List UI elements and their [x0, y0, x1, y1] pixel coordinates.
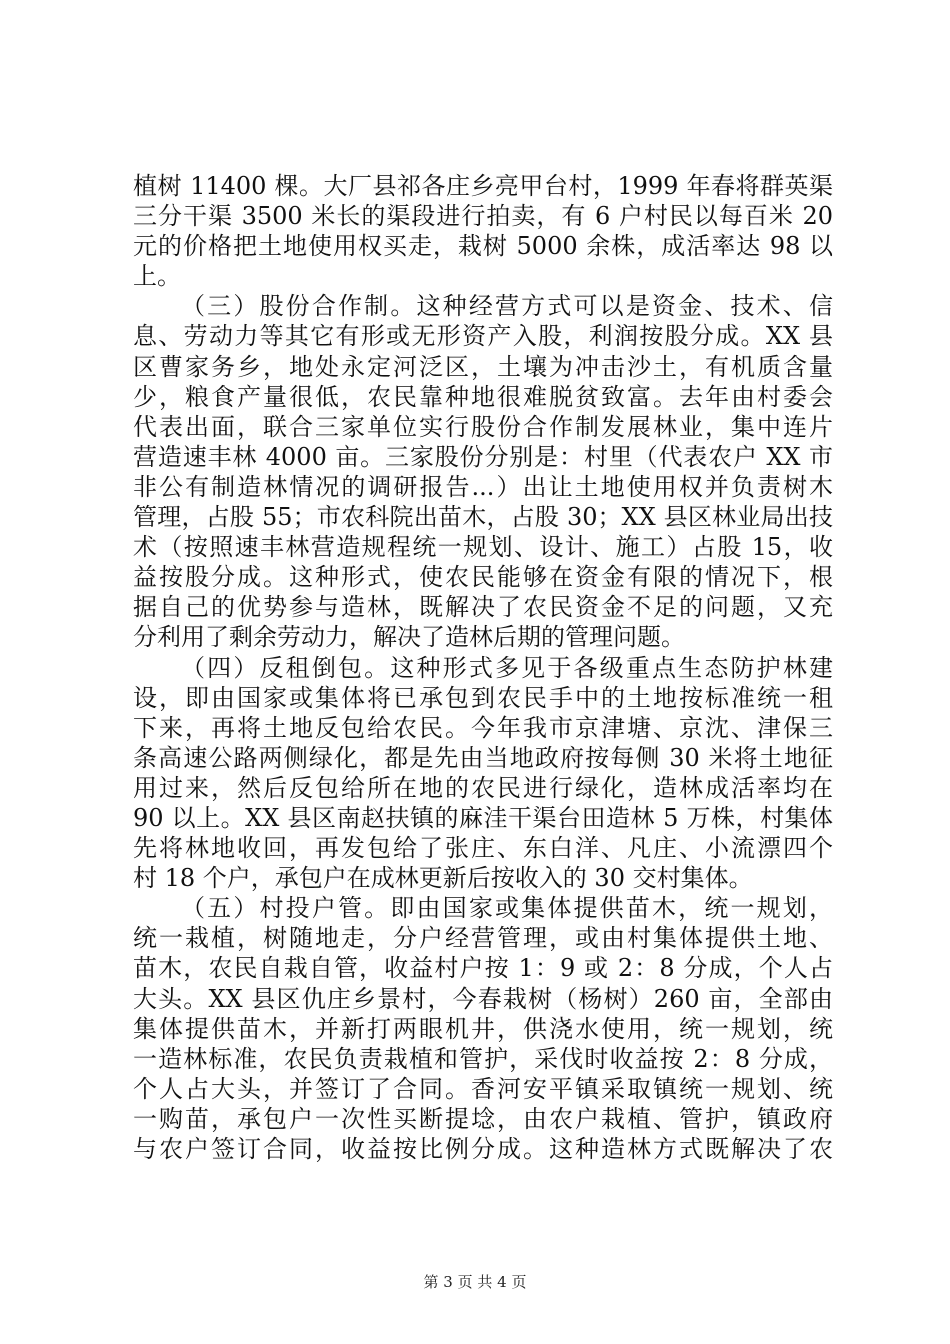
text-line: 90 以上。XX 县区南赵扶镇的麻洼干渠台田造林 5 万株，村集体: [133, 803, 833, 832]
text-line: 村 18 个户，承包户在成林更新后按收入的 30 交村集体。: [133, 864, 753, 893]
text-line: 用过来，然后反包给所在地的农民进行绿化，造林成活率均在: [133, 773, 833, 802]
text-line: 三分干渠 3500 米长的渠段进行拍卖，有 6 户村民以每百米 20: [133, 202, 833, 231]
text-line: 苗木，农民自栽自管，收益村户按 1：9 或 2：8 分成，个人占: [133, 954, 833, 983]
text-line: 一造林标准，农民负责栽植和管护，采伐时收益按 2：8 分成，: [133, 1044, 833, 1073]
text-line: 大头。XX 县区仇庄乡景村，今春栽树（杨树）260 亩，全部由: [133, 984, 833, 1013]
text-line: 据自己的优势参与造林，既解决了农民资金不足的问题，又充: [133, 593, 833, 622]
text-line: 设，即由国家或集体将已承包到农民手中的土地按标准统一租: [133, 683, 833, 712]
text-line: （三）股份合作制。这种经营方式可以是资金、技术、信: [181, 292, 833, 321]
text-line: 个人占大头，并签订了合同。香河安平镇采取镇统一规划、统: [133, 1074, 833, 1103]
text-line: 与农户签订合同，收益按比例分成。这种造林方式既解决了农: [133, 1135, 833, 1163]
document-body: [133, 171, 833, 1164]
text-line: 下来，再将土地反包给农民。今年我市京津塘、京沈、津保三: [133, 713, 833, 742]
text-line: 代表出面，联合三家单位实行股份合作制发展林业，集中连片: [133, 412, 833, 441]
text-line: 分利用了剩余劳动力，解决了造林后期的管理问题。: [133, 623, 685, 652]
text-line: （五）村投户管。即由国家或集体提供苗木，统一规划，: [181, 894, 833, 923]
text-line: 元的价格把土地使用权买走，栽树 5000 余株，成活率达 98 以: [133, 232, 833, 261]
text-line: 集体提供苗木，并新打两眼机井，供浇水使用，统一规划，统: [133, 1014, 833, 1043]
text-line: 条高速公路两侧绿化，都是先由当地政府按每侧 30 米将土地征: [133, 743, 833, 772]
page-footer: 第 3 页 共 4 页: [423, 1273, 527, 1291]
text-line: 管理，占股 55；市农科院出苗木，占股 30；XX 县区林业局出技: [133, 503, 833, 532]
text-line: 少，粮食产量很低，农民靠种地很难脱贫致富。去年由村委会: [133, 382, 833, 411]
text-line: 植树 11400 棵。大厂县祁各庄乡亮甲台村，1999 年春将群英渠: [133, 172, 833, 200]
text-line: 息、劳动力等其它有形或无形资产入股，利润按股分成。XX 县: [133, 322, 833, 351]
text-line: 统一栽植，树随地走，分户经营管理，或由村集体提供土地、: [133, 924, 833, 953]
text-line: 一购苗，承包户一次性买断提埝，由农户栽植、管护，镇政府: [133, 1104, 833, 1133]
text-line: 区曹家务乡，地处永定河泛区，土壤为冲击沙土，有机质含量: [133, 352, 833, 381]
text-line: 术（按照速丰林营造规程统一规划、设计、施工）占股 15，收: [133, 533, 833, 562]
text-line: （四）反租倒包。这种形式多见于各级重点生态防护林建: [181, 653, 833, 682]
text-line: 先将林地收回，再发包给了张庄、东白洋、凡庄、小流漂四个: [133, 834, 833, 863]
text-line: 上。: [133, 262, 181, 291]
text-line: 营造速丰林 4000 亩。三家股份分别是：村里（代表农户 XX 市: [133, 442, 833, 471]
text-line: 益按股分成。这种形式，使农民能够在资金有限的情况下，根: [133, 563, 833, 592]
text-line: 非公有制造林情况的调研报告...）出让土地使用权并负责树木: [133, 472, 833, 501]
